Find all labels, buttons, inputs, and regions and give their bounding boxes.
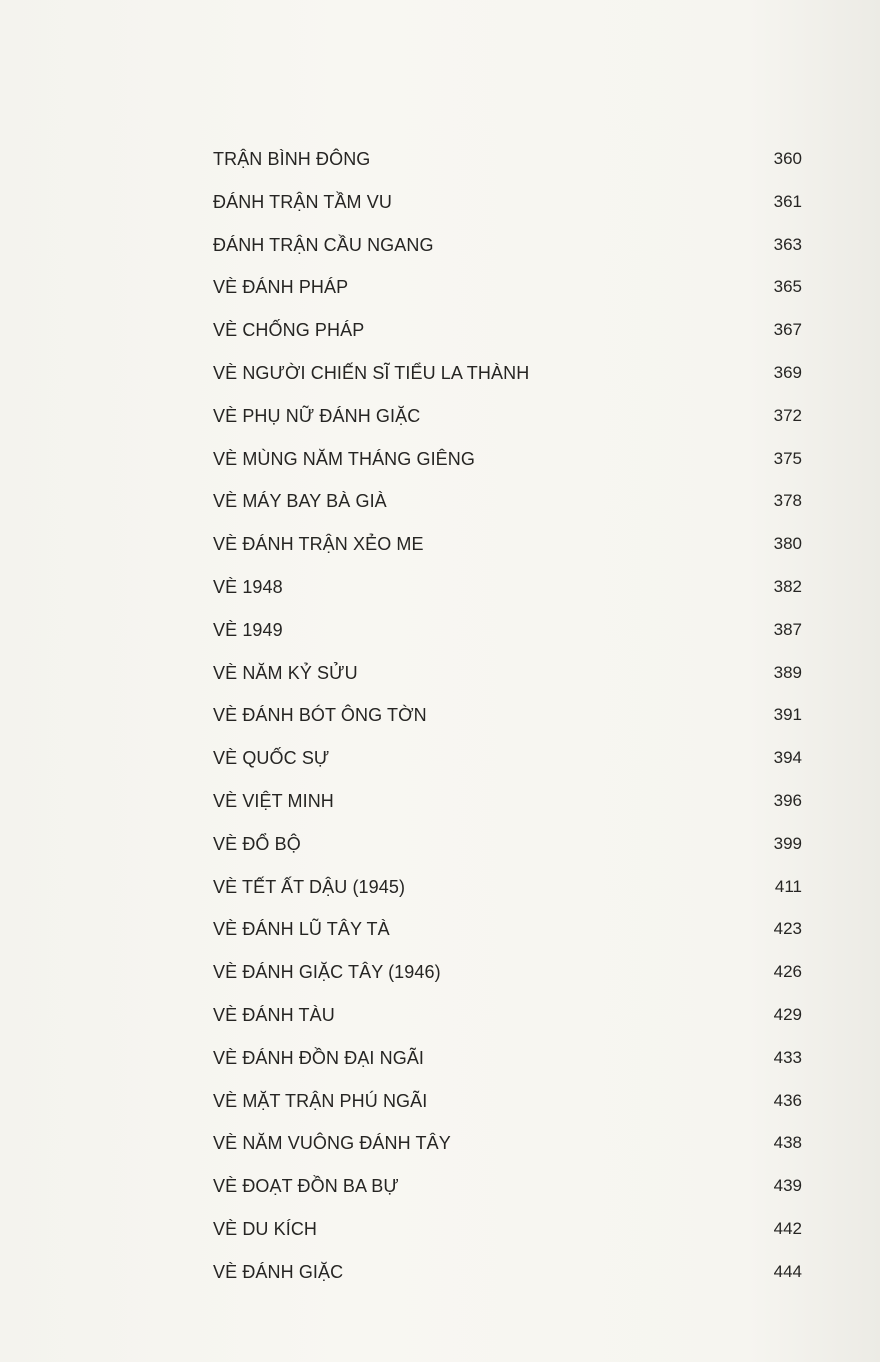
toc-entry [0,995,880,1038]
toc-entry-page: 429 [773,1004,802,1024]
toc-entry-page: 380 [773,534,802,554]
toc-entry-title: VÈ MÁY BAY BÀ GIÀ [213,491,387,512]
toc-entry [0,439,880,482]
toc-entry-title: TRẬN BÌNH ĐÔNG [213,149,371,169]
toc-entry-page: 433 [773,1047,802,1067]
toc-entry-page: 372 [773,405,802,425]
toc-entry [0,481,880,524]
toc-entry-page: 394 [773,748,802,768]
toc-entry-title: VÈ ĐÁNH TÀU [213,1004,335,1025]
toc-entry-title: VÈ NĂM KỶ SỬU [213,662,358,683]
toc-entry [0,182,880,225]
toc-entry [0,952,880,995]
toc-entry-page: 426 [773,962,802,982]
toc-entry-title: ĐÁNH TRẬN CẦU NGANG [213,234,434,255]
table-of-contents [0,139,880,1295]
toc-entry-title: VÈ ĐÁNH LŨ TÂY TÀ [213,919,390,940]
toc-entry-title: VÈ DU KÍCH [213,1218,318,1239]
toc-entry-title: VÈ VIỆT MINH [213,790,334,811]
toc-entry-page: 423 [773,919,802,939]
toc-entry [0,610,880,653]
toc-entry-page: 396 [773,790,802,810]
toc-entry-title: VÈ CHỐNG PHÁP [213,320,365,341]
toc-entry [0,781,880,824]
toc-entry-title: VÈ ĐỔ BỘ [213,833,301,854]
toc-entry-title: VÈ ĐÁNH GIẶC TÂY (1946) [213,962,441,983]
toc-entry-page: 399 [773,833,802,853]
toc-entry-title: VÈ PHỤ NỮ ĐÁNH GIẶC [213,405,421,426]
toc-entry-title: VÈ TẾT ẤT DẬU (1945) [213,876,406,897]
toc-entry-title: VÈ QUỐC SỰ [213,748,330,769]
toc-entry [0,1038,880,1081]
toc-entry [0,909,880,952]
toc-entry-page: 361 [773,191,802,211]
toc-entry-page: 411 [774,876,802,896]
toc-entry-page: 444 [773,1261,802,1281]
toc-entry [0,1081,880,1124]
toc-entry-page: 365 [773,277,802,297]
toc-entry-page: 360 [773,149,802,168]
toc-entry-page: 442 [773,1218,802,1238]
toc-entry-title: VÈ 1948 [213,576,283,597]
toc-entry-page: 382 [773,576,802,596]
toc-entry-page: 391 [773,705,802,725]
toc-entry [0,267,880,310]
toc-entry [0,567,880,610]
toc-entry [0,1252,880,1295]
toc-entry-title: VÈ MÙNG NĂM THÁNG GIÊNG [213,448,475,469]
toc-entry [0,1123,880,1166]
toc-entry-page: 369 [773,362,802,382]
toc-entry-page: 389 [773,662,802,682]
toc-entry [0,225,880,268]
toc-entry-title: VÈ ĐÁNH BÓT ÔNG TỜN [213,705,427,726]
toc-entry [0,1166,880,1209]
toc-entry-page: 436 [773,1090,802,1110]
toc-entry [0,695,880,738]
toc-entry-title: VÈ 1949 [213,619,283,640]
toc-entry-title: VÈ ĐÁNH GIẶC [213,1261,344,1282]
toc-entry-title: ĐÁNH TRẬN TẦM VU [213,191,392,212]
toc-entry-title: VÈ ĐÁNH ĐỒN ĐẠI NGÃI [213,1047,425,1068]
toc-entry-page: 363 [773,234,802,254]
toc-entry [0,824,880,867]
toc-entry [0,867,880,910]
toc-entry-page: 438 [773,1133,802,1153]
toc-entry [0,653,880,696]
toc-entry [0,524,880,567]
toc-entry-title: VÈ NĂM VUÔNG ĐÁNH TÂY [213,1133,451,1154]
toc-entry-page: 367 [773,320,802,340]
toc-entry-title: VÈ ĐÁNH TRẬN XẺO ME [213,534,424,555]
toc-entry-page: 387 [773,619,802,639]
toc-entry-page: 439 [773,1176,802,1196]
toc-entry-page: 375 [773,448,802,468]
toc-entry-title: VÈ MẶT TRẬN PHÚ NGÃI [213,1090,428,1111]
toc-entry [0,1209,880,1252]
toc-entry-title: VÈ ĐÁNH PHÁP [213,277,349,298]
toc-entry [0,310,880,353]
toc-entry [0,353,880,396]
toc-entry [0,139,880,182]
toc-entry-title: VÈ NGƯỜI CHIẾN SĨ TIỂU LA THÀNH [213,362,530,383]
toc-entry-page: 378 [773,491,802,511]
toc-entry [0,738,880,781]
toc-entry [0,396,880,439]
toc-entry-title: VÈ ĐOẠT ĐỒN BA BỰ [213,1176,399,1197]
